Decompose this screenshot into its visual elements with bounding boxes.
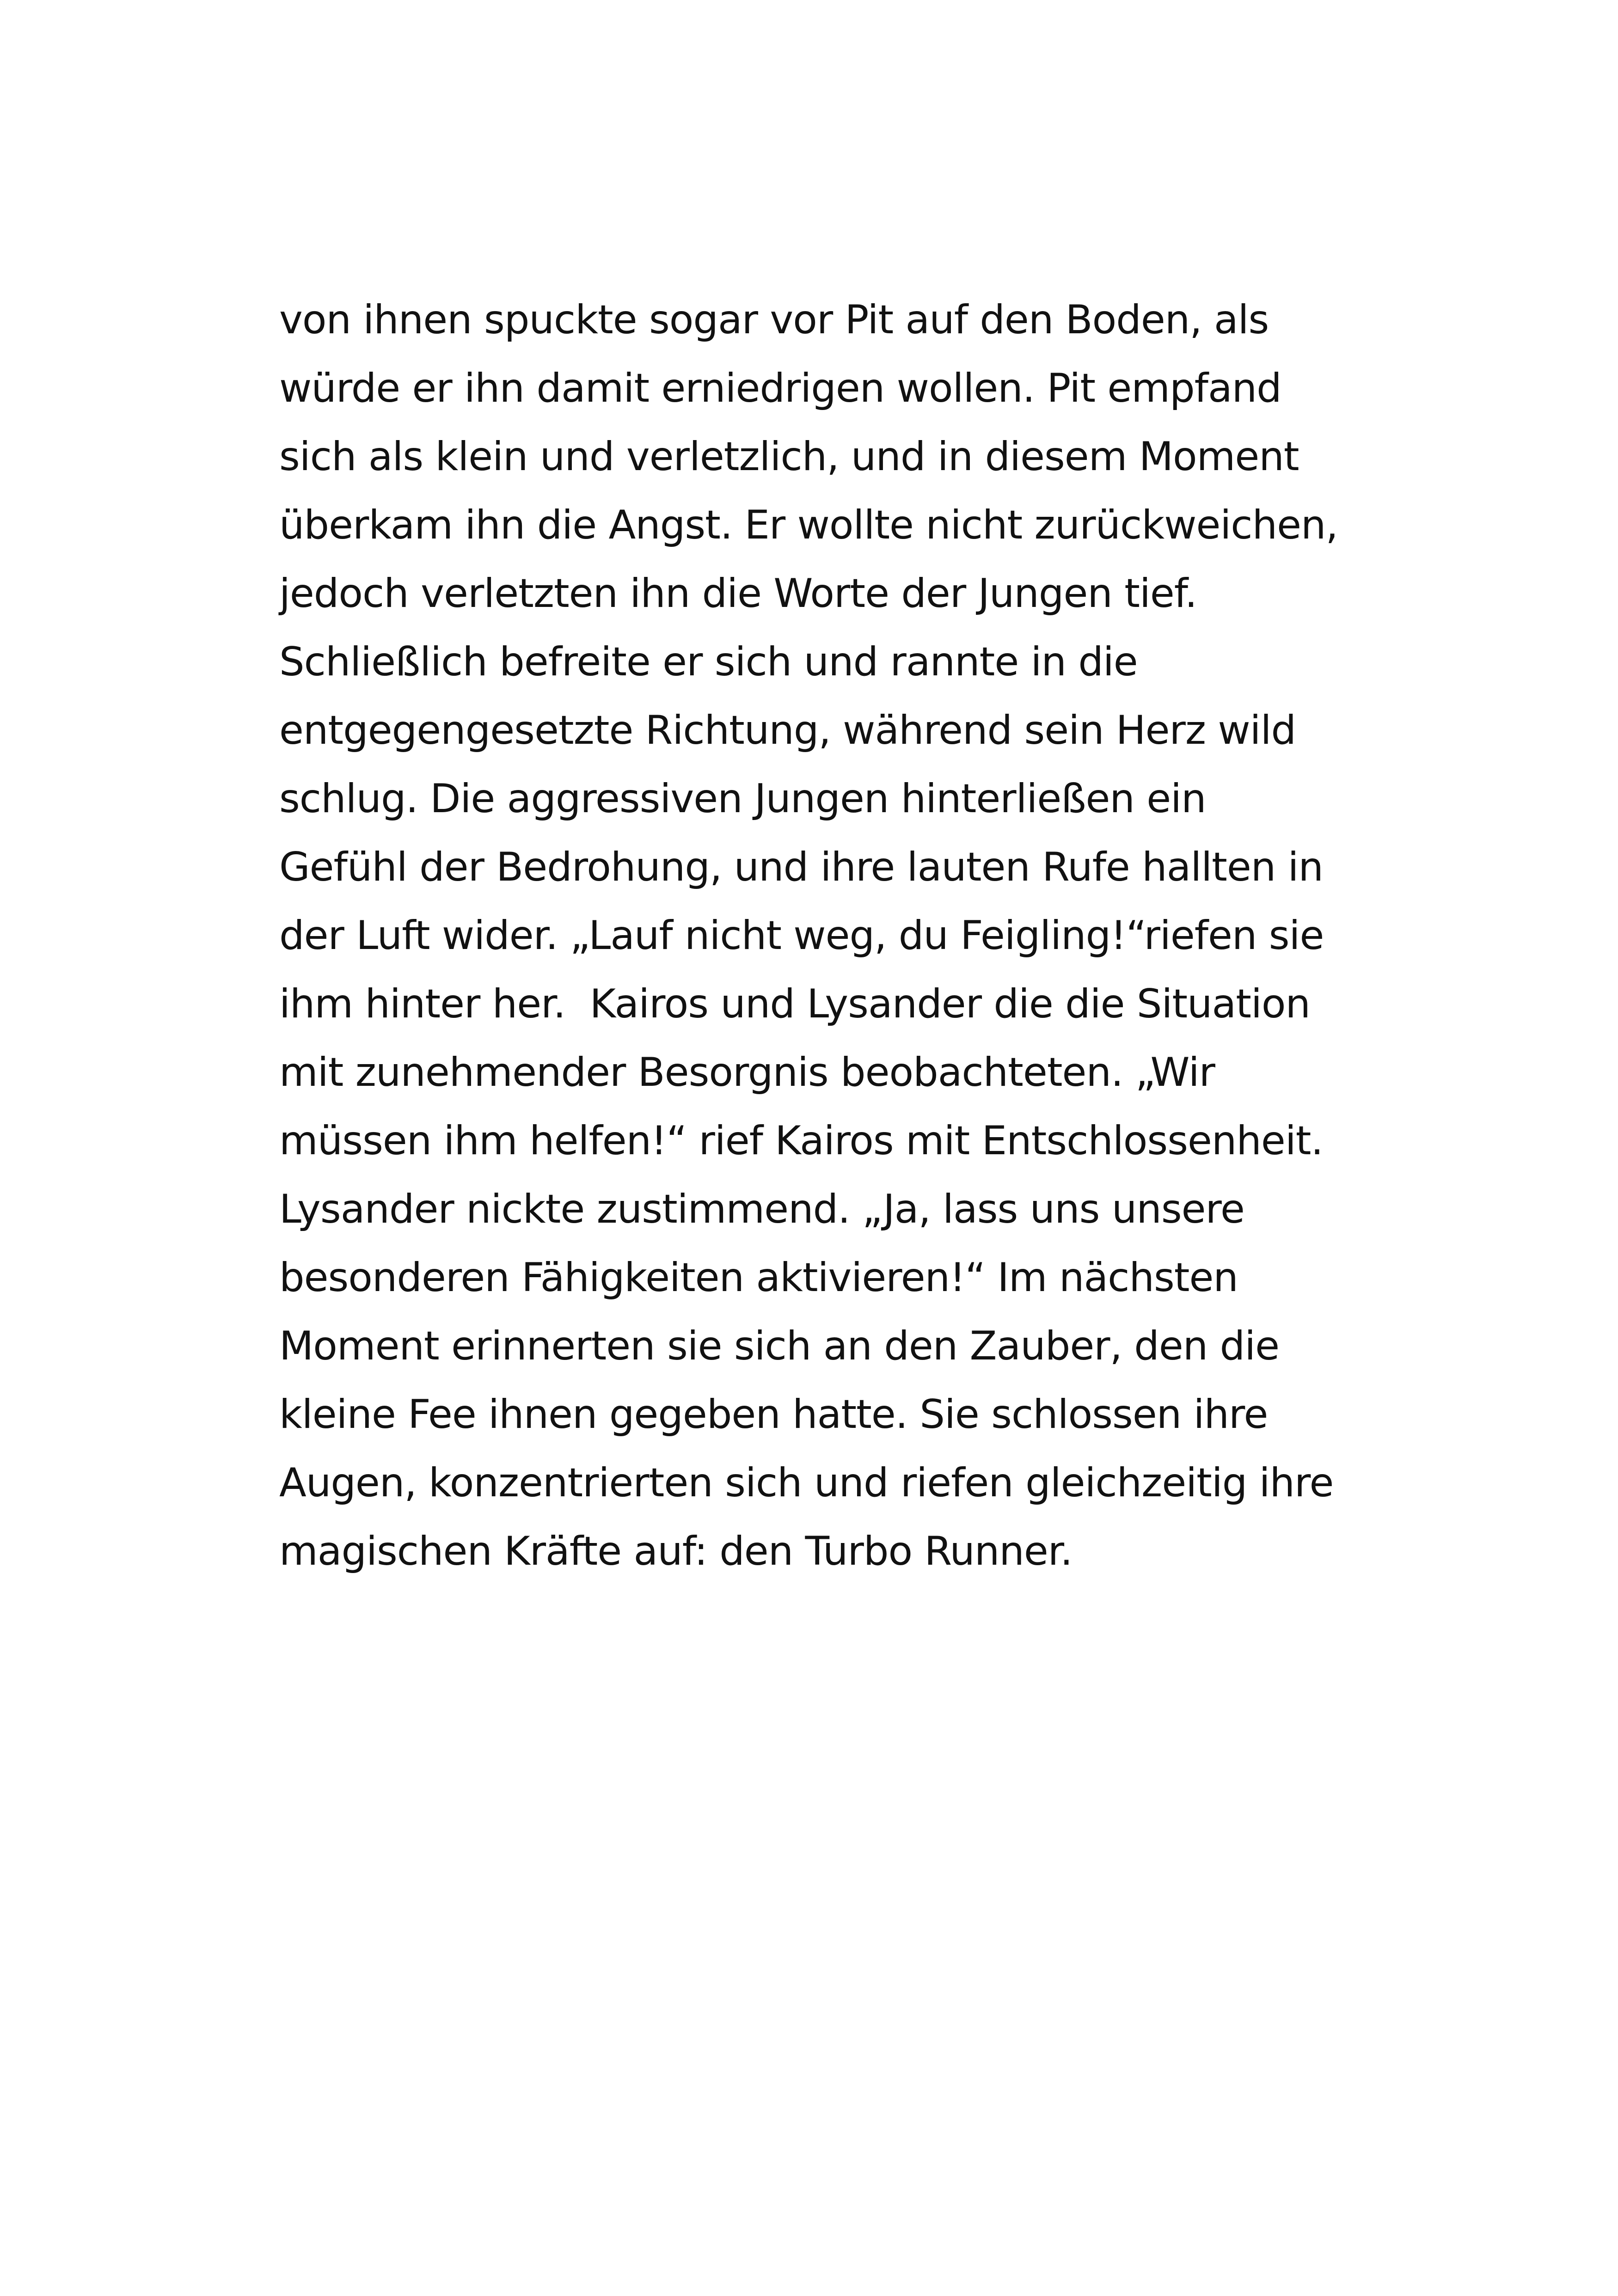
text-line: würde er ihn damit erniedrigen wollen. Pit empfand (279, 365, 1281, 411)
text-line: Schließlich befreite er sich und rannte in die (279, 639, 1138, 685)
text-line: Lysander nickte zustimmend. „Ja, lass uns unsere (279, 1186, 1244, 1232)
text-line: magischen Kräfte auf: den Turbo Runner. (279, 1528, 1073, 1574)
text-line: sich als klein und verletzlich, und in diesem Moment (279, 434, 1299, 480)
text-line: Gefühl der Bedrohung, und ihre lauten Rufe hallten in (279, 844, 1324, 890)
text-line: müssen ihm helfen!“ rief Kairos mit Entschlossenheit. (279, 1118, 1323, 1164)
text-line: entgegengesetzte Richtung, während sein Herz wild (279, 707, 1296, 753)
text-line: Augen, konzentrierten sich und riefen gleichzeitig ihre (279, 1460, 1334, 1506)
body-text (279, 286, 1389, 1586)
text-line: mit zunehmender Besorgnis beobachteten. „Wir (279, 1049, 1215, 1096)
text-line: jedoch verletzten ihn die Worte der Jungen tief. (279, 570, 1197, 617)
text-line: der Luft wider. „Lauf nicht weg, du Feigling!“riefen sie (279, 912, 1324, 959)
text-line: von ihnen spuckte sogar vor Pit auf den Boden, als (279, 297, 1269, 343)
text-line: besonderen Fähigkeiten aktivieren!“ Im nächsten (279, 1255, 1238, 1301)
text-line: überkam ihn die Angst. Er wollte nicht zurückweichen, (279, 502, 1338, 548)
text-line: kleine Fee ihnen gegeben hatte. Sie schlossen ihre (279, 1391, 1268, 1438)
text-line: ihm hinter her. Kairos und Lysander die die Situation (279, 981, 1310, 1027)
text-line: schlug. Die aggressiven Jungen hinterließen ein (279, 776, 1206, 822)
text-line: Moment erinnerten sie sich an den Zauber, den die (279, 1323, 1280, 1369)
